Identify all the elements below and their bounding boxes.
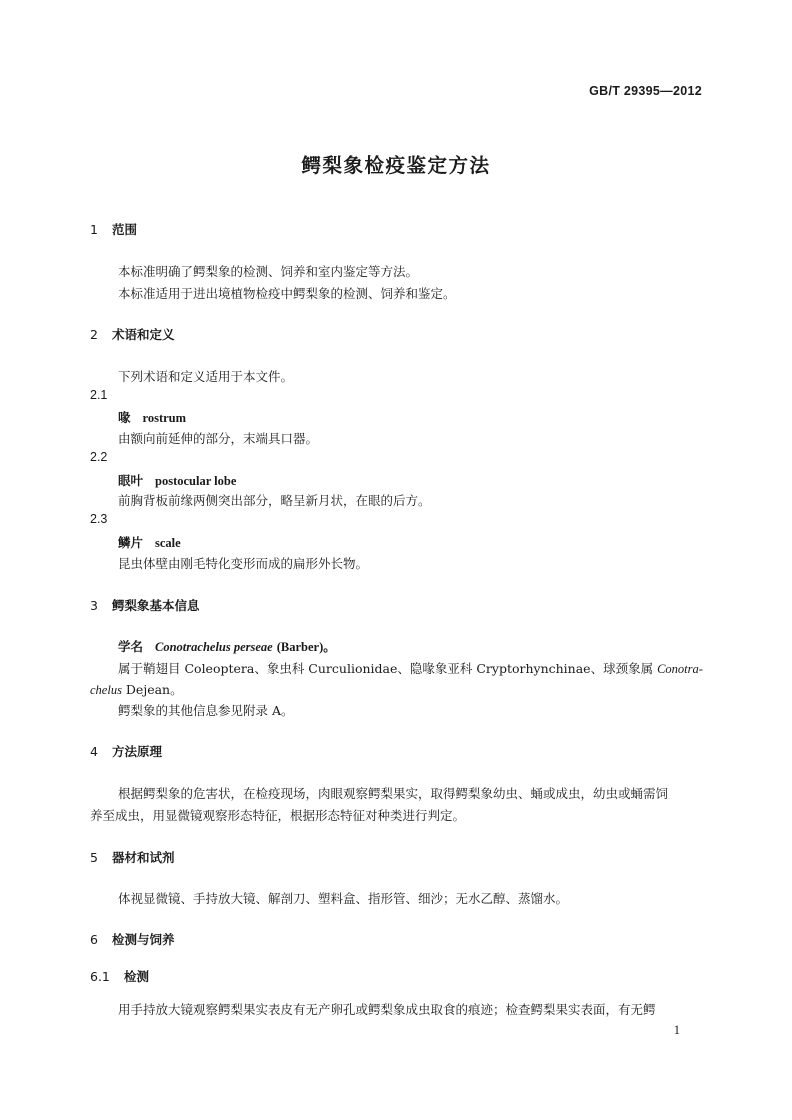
subsection-title: 检测: [124, 969, 150, 984]
taxonomy-line-1: [118, 659, 703, 677]
sci-name-label: 学名: [118, 639, 144, 654]
term-number: 2.1: [90, 388, 108, 402]
term-number: 2.3: [90, 512, 108, 526]
section-2-heading: [90, 325, 175, 343]
section-title: 方法原理: [112, 744, 163, 759]
sci-name: Conotrachelus perseae: [155, 640, 273, 654]
term-en: scale: [155, 536, 181, 550]
term-definition: 由额向前延伸的部分，末端具口器。: [118, 431, 319, 446]
section-3-heading: [90, 596, 200, 614]
section-number: 4: [90, 744, 98, 759]
page-number: 1: [673, 1023, 680, 1037]
term-heading: [118, 408, 186, 426]
section-4-heading: [90, 742, 162, 760]
paragraph-line: 用手持放大镜观察鳄梨果实表皮有无产卵孔或鳄梨象成虫取食的痕迹；检查鳄梨果实表面，有无鳄: [118, 1002, 656, 1017]
section-1-heading: [90, 220, 137, 238]
section-number: 5: [90, 850, 98, 865]
taxonomy-line-2: [90, 680, 183, 698]
paragraph: 体视显微镜、手持放大镜、解剖刀、塑料盒、指形管、细沙；无水乙醇、蒸馏水。: [118, 891, 569, 906]
genus-part-2: chelus: [90, 683, 122, 697]
section-title: 鳄梨象基本信息: [112, 598, 200, 613]
term-en: rostrum: [142, 411, 187, 425]
subsection-6-1-heading: [90, 967, 149, 985]
section-title: 范围: [112, 222, 138, 237]
section-number: 2: [90, 327, 98, 342]
scientific-name-line: [118, 637, 336, 655]
subsection-number: 6.1: [90, 969, 110, 984]
section-6-heading: [90, 930, 175, 948]
section-5-heading: [90, 848, 175, 866]
term-definition: 前胸背板前缘两侧突出部分，略呈新月状，在眼的后方。: [118, 493, 431, 508]
section-number: 3: [90, 598, 98, 613]
section-title: 器材和试剂: [112, 850, 175, 865]
paragraph-line: 养至成虫，用显微镜观察形态特征，根据形态特征对种类进行判定。: [90, 808, 466, 823]
term-heading: [118, 533, 181, 551]
term-cn: 眼叶: [118, 473, 144, 488]
term-heading: [118, 471, 236, 489]
paragraph: 本标准明确了鳄梨象的检测、饲养和室内鉴定等方法。: [118, 264, 419, 279]
standard-number: GB/T 29395—2012: [589, 84, 702, 98]
term-definition: 昆虫体壁由刚毛特化变形而成的扁形外长物。: [118, 556, 369, 571]
section-title: 术语和定义: [112, 327, 175, 342]
term-cn: 鳞片: [118, 535, 144, 550]
taxonomy-author: Dejean。: [121, 682, 183, 697]
sci-author: (Barber)。: [276, 640, 336, 654]
term-en: postocular lobe: [155, 474, 237, 488]
paragraph: 鳄梨象的其他信息参见附录 A。: [118, 703, 294, 718]
genus-part-1: Conotra-: [657, 662, 703, 676]
term-cn: 喙: [118, 410, 131, 425]
paragraph: 下列术语和定义适用于本文件。: [118, 369, 294, 384]
section-number: 6: [90, 932, 98, 947]
paragraph-line: 根据鳄梨象的危害状，在检疫现场，肉眼观察鳄梨果实，取得鳄梨象幼虫、蛹或成虫，幼虫或蛹需饲: [118, 786, 669, 801]
section-title: 检测与饲养: [112, 932, 175, 947]
section-number: 1: [90, 222, 98, 237]
document-title: 鳄梨象检疫鉴定方法: [301, 154, 491, 177]
taxonomy-text: 属于鞘翅目 Coleoptera、象虫科 Curculionidae、隐喙象亚科 Cryptorhynchinae、球颈象属: [118, 661, 658, 676]
paragraph: 本标准适用于进出境植物检疫中鳄梨象的检测、饲养和鉴定。: [118, 286, 456, 301]
term-number: 2.2: [90, 450, 108, 464]
